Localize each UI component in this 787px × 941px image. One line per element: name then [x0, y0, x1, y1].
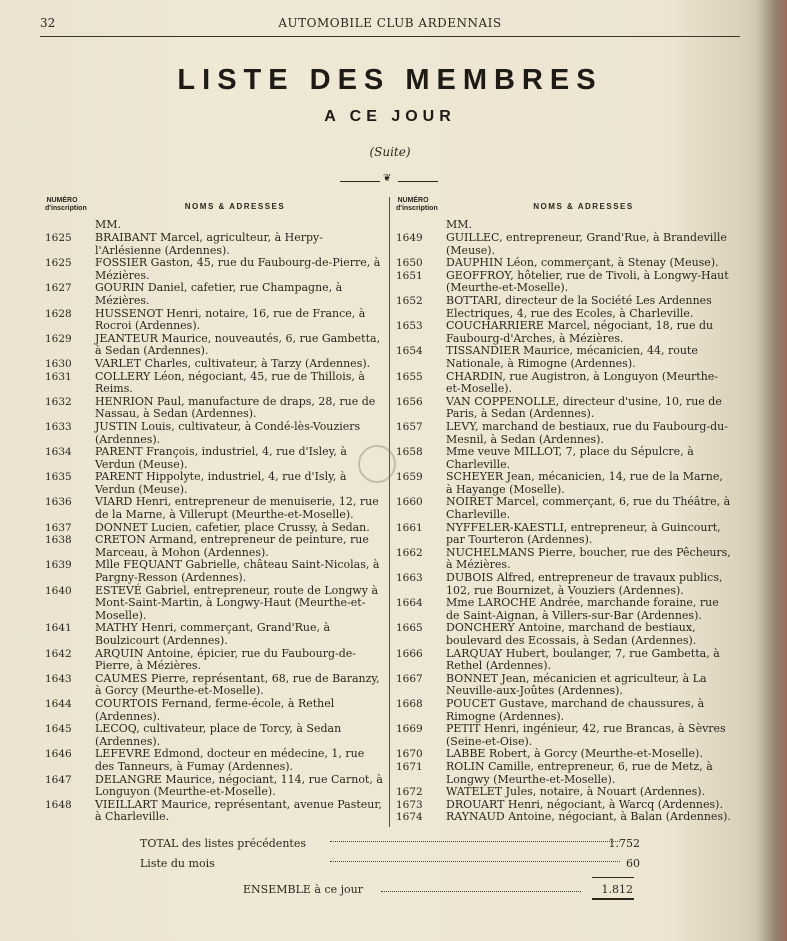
member-entry — [396, 698, 731, 723]
page-subtitle: A CE JOUR — [324, 108, 456, 125]
member-entry — [396, 547, 731, 572]
member-details: GOURIN Daniel, cafetier, rue Champagne, à Mézières. — [95, 281, 343, 307]
member-details: Mlle FEQUANT Gabrielle, château Saint-Nicolas, à Pargny-Resson (Ardennes). — [95, 558, 380, 585]
member-entry — [396, 232, 731, 257]
mm-label: MM. — [95, 218, 122, 231]
member-number: 1674 — [396, 811, 423, 824]
member-entry — [396, 648, 731, 673]
member-details: BRAIBANT Marcel, agriculteur, à Herpy-l'Arlésienne (Ardennes). — [95, 231, 323, 257]
member-entry — [45, 282, 385, 307]
member-entry — [45, 471, 385, 496]
number-header: NUMÉRO d'inscription — [396, 197, 438, 212]
member-details: PARENT François, industriel, 4, rue d'Isley, à Verdun (Meuse). — [95, 445, 347, 471]
member-number: 1646 — [45, 748, 72, 761]
member-number: 1637 — [45, 521, 72, 534]
member-details: NOIRET Marcel, commerçant, 6, rue du Théâtre, à Charleville. — [446, 495, 731, 522]
member-entry — [45, 396, 385, 421]
total-previous-value: 1.752 — [608, 837, 640, 850]
member-details: JUSTIN Louis, cultivateur, à Condé-lès-Vouziers (Ardennes). — [95, 419, 361, 446]
member-entry — [45, 257, 385, 282]
member-entry — [45, 673, 385, 698]
totals-block — [140, 837, 640, 877]
ornament-line-left — [340, 181, 380, 182]
member-number: 1664 — [396, 597, 423, 610]
suite-label: (Suite) — [369, 145, 411, 159]
dot-leader — [330, 841, 620, 842]
member-entry — [396, 761, 731, 786]
member-details: DAUPHIN Léon, commerçant, à Stenay (Meuse). — [446, 256, 719, 270]
member-entry — [45, 421, 385, 446]
member-number: 1625 — [45, 257, 72, 270]
member-entry — [45, 308, 385, 333]
member-number: 1634 — [45, 446, 72, 459]
mm-label: MM. — [446, 218, 473, 231]
member-entry — [45, 648, 385, 673]
member-details: DROUART Henri, négociant, à Warcq (Ardennes). — [446, 797, 723, 811]
left-column — [45, 197, 385, 827]
member-entry — [396, 597, 731, 622]
member-entry — [45, 333, 385, 358]
member-entry — [396, 673, 731, 698]
member-details: HENRION Paul, manufacture de draps, 28, rue de Nassau, à Sedan (Ardennes). — [95, 394, 376, 421]
sum-value: 1.812 — [601, 883, 633, 896]
member-number: 1649 — [396, 232, 423, 244]
member-number: 1643 — [45, 672, 72, 685]
member-details: WATELET Jules, notaire, à Nouart (Ardennes). — [446, 785, 706, 799]
left-member-list — [45, 232, 385, 824]
member-entry — [396, 396, 731, 421]
member-details: ROLIN Camille, entrepreneur, 6, rue de Metz, à Longwy (Meurthe-et-Moselle). — [446, 759, 713, 786]
member-number: 1666 — [396, 647, 423, 660]
member-details: COURTOIS Fernand, ferme-école, à Rethel (Ardennes). — [95, 696, 335, 723]
member-entry — [45, 698, 385, 723]
member-number: 1668 — [396, 697, 423, 710]
page-edge-shadow — [757, 0, 787, 941]
member-entry — [45, 585, 385, 623]
member-entry — [396, 446, 731, 471]
member-details: GEOFFROY, hôtelier, rue de Tivoli, à Longwy-Haut (Meurthe-et-Moselle). — [446, 268, 729, 295]
member-number: 1667 — [396, 672, 423, 685]
ornament-divider — [340, 173, 440, 186]
member-number: 1653 — [396, 320, 423, 333]
member-details: TISSANDIER Maurice, mécanicien, 44, route Nationale, à Rimogne (Ardennes). — [446, 344, 698, 370]
member-details: VAN COPPENOLLE, directeur d'usine, 10, rue de Paris, à Sedan (Ardennes). — [446, 394, 722, 421]
member-details: LEVY, marchand de bestiaux, rue du Faubourg-du-Mesnil, à Sedan (Ardennes). — [446, 419, 728, 446]
member-number: 1671 — [396, 760, 423, 773]
member-entry — [396, 723, 731, 748]
member-number: 1660 — [396, 496, 423, 509]
member-number: 1644 — [45, 697, 72, 710]
member-entry — [45, 534, 385, 559]
running-head: AUTOMOBILE CLUB ARDENNAIS — [278, 16, 502, 30]
member-number: 1641 — [45, 622, 72, 635]
member-entry — [396, 622, 731, 647]
member-number: 1648 — [45, 798, 72, 811]
member-entry — [45, 446, 385, 471]
member-details: DONNET Lucien, cafetier, place Crussy, à Sedan. — [95, 520, 370, 534]
member-details: COLLERY Léon, négociant, 45, rue de Thillois, à Reims. — [95, 369, 365, 396]
member-details: CAUMES Pierre, représentant, 68, rue de Baranzy, à Gorcy (Meurthe-et-Moselle). — [95, 671, 380, 698]
right-column-header — [396, 197, 731, 217]
member-details: DUBOIS Alfred, entrepreneur de travaux publics, 102, rue Bournizet, à Vouziers (Ardennes). — [446, 571, 723, 597]
number-header: NUMÉRO d'inscription — [45, 197, 87, 212]
member-number: 1652 — [396, 294, 423, 307]
member-number: 1662 — [396, 546, 423, 559]
member-entry — [396, 496, 731, 521]
total-month-label: Liste du mois — [140, 857, 215, 870]
member-details: PARENT Hippolyte, industriel, 4, rue d'Isly, à Verdun (Meuse). — [95, 470, 347, 496]
sum-rule-top — [592, 877, 634, 878]
sum-rule-bottom — [592, 898, 634, 900]
member-number: 1669 — [396, 723, 423, 736]
member-entry — [45, 622, 385, 647]
member-details: CRETON Armand, entrepreneur de peinture, rue Marceau, à Mohon (Ardennes). — [95, 533, 369, 559]
member-details: JEANTEUR Maurice, nouveautés, 6, rue Gambetta, à Sedan (Ardennes). — [95, 331, 381, 358]
total-previous-label: TOTAL des listes précédentes — [140, 837, 306, 850]
member-entry — [396, 345, 731, 370]
member-entry — [396, 471, 731, 496]
total-previous-row — [140, 837, 640, 857]
member-number: 1635 — [45, 471, 72, 484]
member-number: 1673 — [396, 798, 423, 811]
member-number: 1630 — [45, 357, 72, 370]
member-details: FOSSIER Gaston, 45, rue du Faubourg-de-Pierre, à Mézières. — [95, 256, 381, 282]
member-number: 1651 — [396, 269, 423, 282]
page-header — [40, 16, 740, 38]
total-month-row — [140, 857, 640, 877]
dot-leader — [381, 891, 581, 892]
member-details: VIARD Henri, entrepreneur de menuiserie, 12, rue de la Marne, à Villerupt (Meurthe-et-Moselle). — [95, 495, 379, 522]
member-entry — [396, 572, 731, 597]
member-entry — [45, 358, 385, 371]
member-number: 1658 — [396, 446, 423, 459]
member-details: LABBE Robert, à Gorcy (Meurthe-et-Moselle). — [446, 747, 703, 761]
member-number: 1645 — [45, 723, 72, 736]
member-entry — [396, 270, 731, 295]
member-number: 1639 — [45, 559, 72, 572]
total-month-value: 60 — [626, 857, 640, 870]
member-details: LEFEVRE Edmond, docteur en médecine, 1, rue des Tanneurs, à Fumay (Ardennes). — [95, 747, 365, 773]
member-entry — [396, 320, 731, 345]
member-entry — [396, 786, 731, 799]
member-entry — [45, 371, 385, 396]
member-entry — [45, 799, 385, 824]
member-details: DELANGRE Maurice, négociant, 114, rue Carnot, à Longuyon (Meurthe-et-Moselle). — [95, 772, 383, 799]
member-number: 1631 — [45, 370, 72, 383]
column-divider — [389, 197, 390, 827]
member-number: 1654 — [396, 345, 423, 358]
member-details: SCHEYER Jean, mécanicien, 14, rue de la Marne, à Hayange (Moselle). — [446, 470, 723, 496]
member-number: 1629 — [45, 332, 72, 345]
member-number: 1661 — [396, 521, 423, 534]
member-entry — [45, 559, 385, 584]
member-entry — [396, 811, 731, 824]
member-number: 1633 — [45, 420, 72, 433]
member-number: 1636 — [45, 496, 72, 509]
member-entry — [45, 232, 385, 257]
member-number: 1627 — [45, 282, 72, 295]
ornament-icon: ❦ — [383, 173, 392, 184]
member-details: ESTEVÉ Gabriel, entrepreneur, route de Longwy à Mont-Saint-Martin, à Longwy-Haut (Meurthe-et-Moselle). — [95, 583, 379, 622]
member-details: RAYNAUD Antoine, négociant, à Balan (Ardennes). — [446, 810, 731, 824]
member-details: LECOQ, cultivateur, place de Torcy, à Sedan (Ardennes). — [95, 722, 342, 748]
dot-leader — [330, 861, 620, 862]
member-details: PETIT Henri, ingénieur, 42, rue Brancas, à Sèvres (Seine-et-Oise). — [446, 722, 726, 748]
member-entry — [396, 421, 731, 446]
member-details: BONNET Jean, mécanicien et agriculteur, à La Neuville-aux-Joûtes (Ardennes). — [446, 671, 707, 698]
member-number: 1642 — [45, 647, 72, 660]
member-details: DONCHERY Antoine, marchand de bestiaux, boulevard des Ecossais, à Sedan (Ardennes). — [446, 621, 697, 647]
member-details: VARLET Charles, cultivateur, à Tarzy (Ardennes). — [95, 356, 371, 370]
member-details: COUCHARRIERE Marcel, négociant, 18, rue du Faubourg-d'Arches, à Mézières. — [446, 319, 714, 345]
member-number: 1656 — [396, 395, 423, 408]
member-details: HUSSENOT Henri, notaire, 16, rue de France, à Rocroi (Ardennes). — [95, 306, 366, 333]
member-number: 1632 — [45, 395, 72, 408]
sum-label: ENSEMBLE à ce jour — [243, 883, 363, 896]
member-details: GUILLEC, entrepreneur, Grand'Rue, à Brandeville (Meuse). — [446, 231, 727, 257]
names-header: NOMS & ADRESSES — [184, 202, 286, 211]
member-number: 1640 — [45, 584, 72, 597]
member-entry — [396, 257, 731, 270]
member-entry — [45, 774, 385, 799]
member-number: 1647 — [45, 773, 72, 786]
member-number: 1638 — [45, 534, 72, 547]
member-number: 1665 — [396, 622, 423, 635]
sum-row — [243, 883, 633, 903]
member-details: ARQUIN Antoine, épicier, rue du Faubourg-de-Pierre, à Mézières. — [95, 646, 356, 673]
member-entry — [396, 371, 731, 396]
right-column — [396, 197, 731, 827]
names-header: NOMS & ADRESSES — [533, 202, 634, 211]
member-number: 1628 — [45, 307, 72, 320]
member-number: 1657 — [396, 420, 423, 433]
member-details: LARQUAY Hubert, boulanger, 7, rue Gambetta, à Rethel (Ardennes). — [446, 646, 720, 673]
member-number: 1650 — [396, 257, 423, 270]
member-number: 1672 — [396, 786, 423, 799]
member-number: 1655 — [396, 370, 423, 383]
left-column-header — [45, 197, 385, 217]
member-details: CHARDIN, rue Augistron, à Longuyon (Meurthe-et-Moselle). — [446, 369, 719, 396]
header-rule — [40, 36, 740, 37]
member-details: VIEILLART Maurice, représentant, avenue Pasteur, à Charleville. — [95, 797, 382, 824]
member-number: 1659 — [396, 471, 423, 484]
member-number: 1663 — [396, 572, 423, 585]
ornament-line-right — [398, 181, 438, 182]
page-title: LISTE DES MEMBRES — [177, 64, 603, 96]
member-entry — [45, 496, 385, 521]
member-details: Mme veuve MILLOT, 7, place du Sépulcre, à Charleville. — [446, 445, 694, 471]
member-details: POUCET Gustave, marchand de chaussures, à Rimogne (Ardennes). — [446, 696, 705, 723]
member-number: 1670 — [396, 748, 423, 761]
member-details: NYFFELER-KAESTLI, entrepreneur, à Guincourt, par Tourteron (Ardennes). — [446, 520, 721, 547]
member-details: BOTTARI, directeur de la Société Les Ardennes Electriques, 4, rue des Ecoles, à Charleville. — [446, 293, 712, 320]
member-entry — [45, 748, 385, 773]
member-number: 1625 — [45, 232, 72, 244]
member-entry — [396, 522, 731, 547]
member-details: MATHY Henri, commerçant, Grand'Rue, à Boulzicourt (Ardennes). — [95, 621, 331, 647]
member-details: Mme LAROCHE Andrée, marchande foraine, rue de Saint-Aignan, à Villers-sur-Bar (Ardennes). — [446, 596, 719, 622]
member-details: NUCHELMANS Pierre, boucher, rue des Pêcheurs, à Mézières. — [446, 545, 731, 572]
member-entry — [396, 295, 731, 320]
page-number: 32 — [40, 16, 56, 30]
member-entry — [45, 723, 385, 748]
right-member-list — [396, 232, 731, 824]
